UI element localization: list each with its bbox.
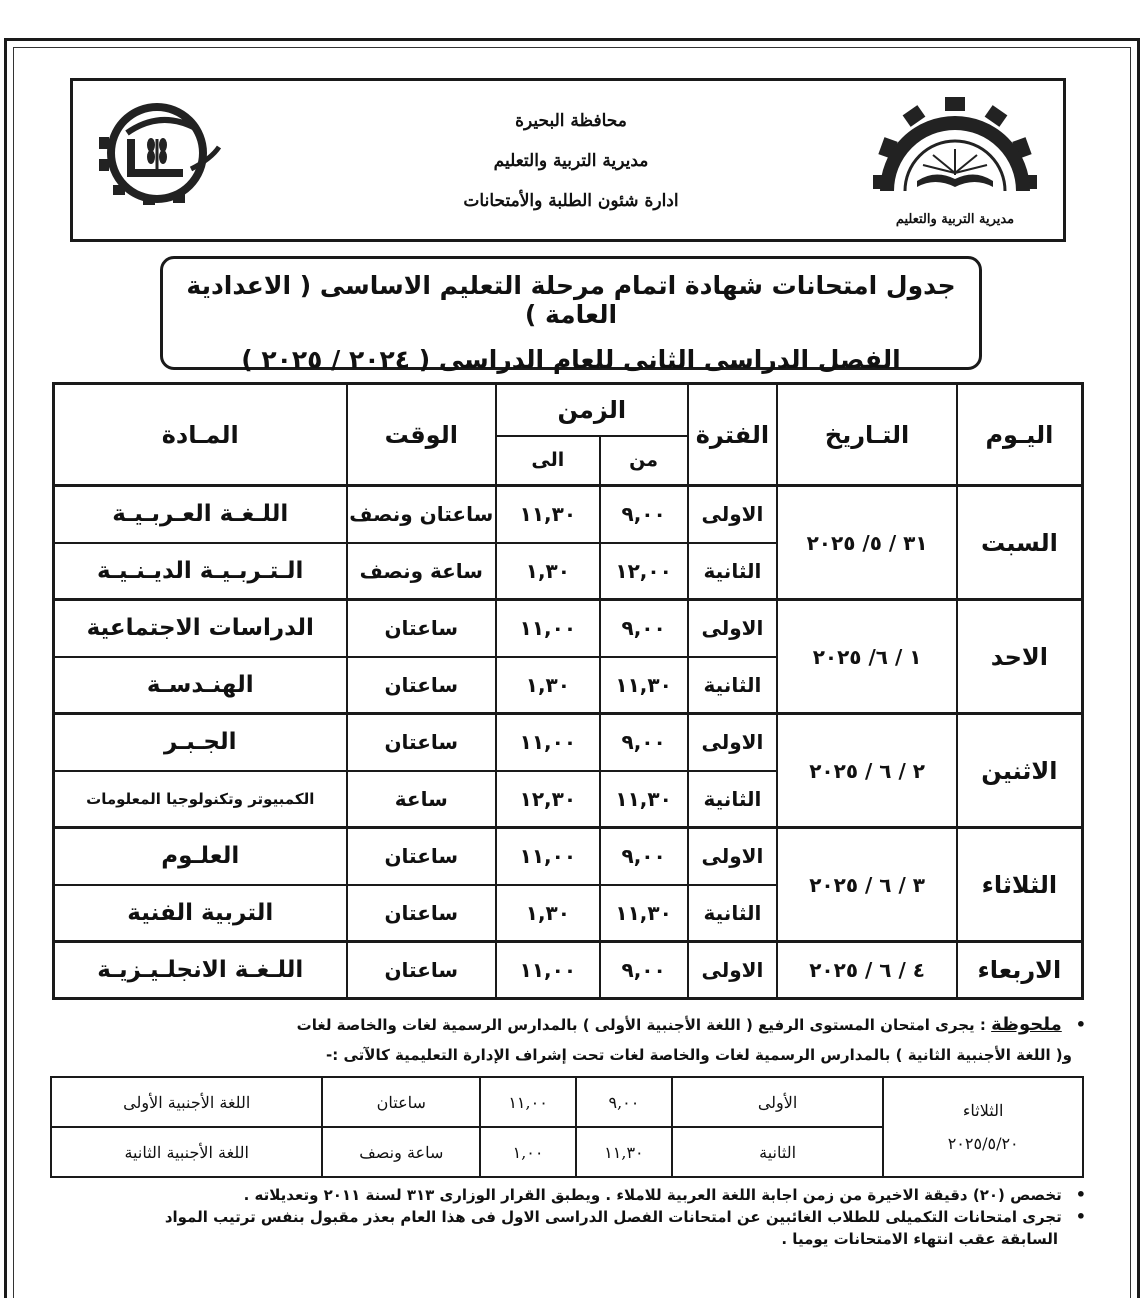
duration-cell: ساعتان	[347, 942, 497, 999]
day-cell: الاربعاء	[957, 942, 1083, 999]
date-cell: ٣ / ٦ / ٢٠٢٥	[777, 828, 956, 942]
department-name: ادارة شئون الطلبة والأمتحانات	[463, 191, 679, 211]
to-cell: ١٢,٣٠	[496, 771, 600, 828]
note-label: ملحوظة	[991, 1014, 1062, 1035]
governorate-name: محافظة البحيرة	[515, 111, 627, 131]
duration-cell: ساعتان	[347, 714, 497, 771]
period-cell: الاولى	[688, 714, 778, 771]
header-period: الفترة	[688, 384, 778, 486]
date-cell: ٤ / ٦ / ٢٠٢٥	[777, 942, 956, 999]
date-cell: ٣١ / ٥/ ٢٠٢٥	[777, 486, 956, 600]
subject-cell: اللغة الأجنبية الثانية	[51, 1127, 322, 1177]
date-cell: ٢ / ٦ / ٢٠٢٥	[777, 714, 956, 828]
duration-cell: ساعتان	[347, 600, 497, 657]
note-line-2: و( اللغة الأجنبية الثانية ) بالمدارس الرسمية لغات والخاصة لغات تحت إشراف الإدارة التعليمية كالآتى :-	[326, 1046, 1072, 1064]
header-date: التـاريخ	[777, 384, 956, 486]
from-cell: ٩,٠٠	[600, 486, 688, 543]
day-cell: الاثنين	[957, 714, 1083, 828]
subject-cell: الجـبـر	[54, 714, 347, 771]
table-row	[54, 942, 1083, 999]
table-row	[54, 600, 1083, 657]
from-cell: ١١,٣٠	[600, 885, 688, 942]
footer-bullet-2	[46, 1206, 1086, 1228]
table-row	[51, 1077, 1083, 1127]
day-cell: الاحد	[957, 600, 1083, 714]
from-cell: ٩,٠٠	[600, 942, 688, 999]
duration-cell: ساعتان	[347, 657, 497, 714]
to-cell: ١١,٠٠	[496, 942, 600, 999]
footer-bullet-1	[46, 1184, 1086, 1206]
period-cell: الثانية	[688, 543, 778, 600]
subject-cell: التربية الفنية	[54, 885, 347, 942]
lang-date: ٢٠٢٥/٥/٢٠	[947, 1134, 1019, 1153]
title-line-1: جدول امتحانات شهادة اتمام مرحلة التعليم الاساسى ( الاعدادية العامة )	[186, 271, 956, 329]
header-time: الزمن	[496, 384, 687, 436]
header-day: اليـوم	[957, 384, 1083, 486]
duration-cell: ساعتان ونصف	[347, 486, 497, 543]
to-cell: ١١,٠٠	[480, 1077, 576, 1127]
header-duration: الوقت	[347, 384, 497, 486]
period-cell: الاولى	[688, 486, 778, 543]
period-cell: الاولى	[688, 600, 778, 657]
footer-bullet-1-text: تخصص (٢٠) دقيقة الاخيرة من زمن اجابة اللغة العربية للاملاء . ويطبق القرار الوزارى ٣١٣ لسنة ٢٠١١ وتعديلاته .	[243, 1186, 1062, 1204]
day-cell: الثلاثاء	[957, 828, 1083, 942]
header-subject: المـادة	[54, 384, 347, 486]
letterhead-text	[373, 101, 769, 221]
from-cell: ٩,٠٠	[600, 828, 688, 885]
footer-bullet-2-continued: السابقة عقب انتهاء الامتحانات يوميا .	[781, 1230, 1058, 1248]
from-cell: ١١,٣٠	[600, 657, 688, 714]
subject-cell: العلـوم	[54, 828, 347, 885]
from-cell: ٩,٠٠	[600, 714, 688, 771]
table-row	[54, 828, 1083, 885]
exam-schedule-table	[52, 382, 1084, 1000]
from-cell: ١١,٣٠	[600, 771, 688, 828]
to-cell: ١١,٠٠	[496, 600, 600, 657]
footer-bullet-2-text: تجرى امتحانات التكميلى للطلاب الغائبين عن امتحانات الفصل الدراسى الاول فى هذا العام بعذر مقبول بنفس ترتيب المواد	[164, 1208, 1062, 1226]
duration-cell: ساعة ونصف	[347, 543, 497, 600]
header-from: من	[600, 436, 688, 486]
subject-cell: اللـغـة العـربـيـة	[54, 486, 347, 543]
directorate-logo-icon	[865, 95, 1045, 225]
header-to: الى	[496, 436, 600, 486]
from-cell: ١١,٣٠	[576, 1127, 672, 1177]
footer-notes	[46, 1184, 1086, 1250]
to-cell: ١,٣٠	[496, 885, 600, 942]
to-cell: ١,٣٠	[496, 657, 600, 714]
duration-cell: ساعة ونصف	[322, 1127, 480, 1177]
subject-cell: الـتـربـيـة الديـنـيـة	[54, 543, 347, 600]
period-cell: الثانية	[672, 1127, 884, 1177]
period-cell: الثانية	[688, 885, 778, 942]
from-cell: ٩,٠٠	[600, 600, 688, 657]
letterhead	[70, 78, 1066, 242]
duration-cell: ساعتان	[347, 885, 497, 942]
from-cell: ٩,٠٠	[576, 1077, 672, 1127]
date-cell: ١ / ٦/ ٢٠٢٥	[777, 600, 956, 714]
table-row	[54, 486, 1083, 543]
from-cell: ١٢,٠٠	[600, 543, 688, 600]
period-cell: الاولى	[688, 828, 778, 885]
table-row	[54, 714, 1083, 771]
lang-day: الثلاثاء	[962, 1101, 1004, 1120]
note-text-1: : يجرى امتحان المستوى الرفيع ( اللغة الأجنبية الأولى ) بالمدارس الرسمية لغات والخاصة لغات	[296, 1016, 986, 1034]
subject-cell: اللـغـة الانجلـيـزيـة	[54, 942, 347, 999]
period-cell: الاولى	[688, 942, 778, 999]
to-cell: ١١,٣٠	[496, 486, 600, 543]
subject-cell: الكمبيوتر وتكنولوجيا المعلومات	[54, 771, 347, 828]
period-cell: الثانية	[688, 657, 778, 714]
schedule-title	[160, 256, 982, 374]
directorate-name: مديرية التربية والتعليم	[493, 151, 649, 171]
duration-cell: ساعتان	[347, 828, 497, 885]
subject-cell: اللغة الأجنبية الأولى	[51, 1077, 322, 1127]
directorate-logo-caption: مديرية التربية والتعليم	[895, 212, 1015, 227]
note-line-1	[297, 1014, 1086, 1035]
to-cell: ١,٣٠	[496, 543, 600, 600]
title-line-2: الفصل الدراسى الثانى للعام الدراسى ( ٢٠٢٤ / ٢٠٢٥ )	[241, 345, 901, 374]
to-cell: ١١,٠٠	[496, 714, 600, 771]
duration-cell: ساعة	[347, 771, 497, 828]
lang-day-date-cell	[883, 1077, 1083, 1177]
duration-cell: ساعتان	[322, 1077, 480, 1127]
subject-cell: الهنـدسـة	[54, 657, 347, 714]
period-cell: الأولى	[672, 1077, 884, 1127]
governorate-logo-icon	[91, 99, 231, 207]
to-cell: ١١,٠٠	[496, 828, 600, 885]
foreign-language-exam-table	[50, 1076, 1084, 1178]
subject-cell: الدراسات الاجتماعية	[54, 600, 347, 657]
to-cell: ١,٠٠	[480, 1127, 576, 1177]
period-cell: الثانية	[688, 771, 778, 828]
day-cell: السبت	[957, 486, 1083, 600]
